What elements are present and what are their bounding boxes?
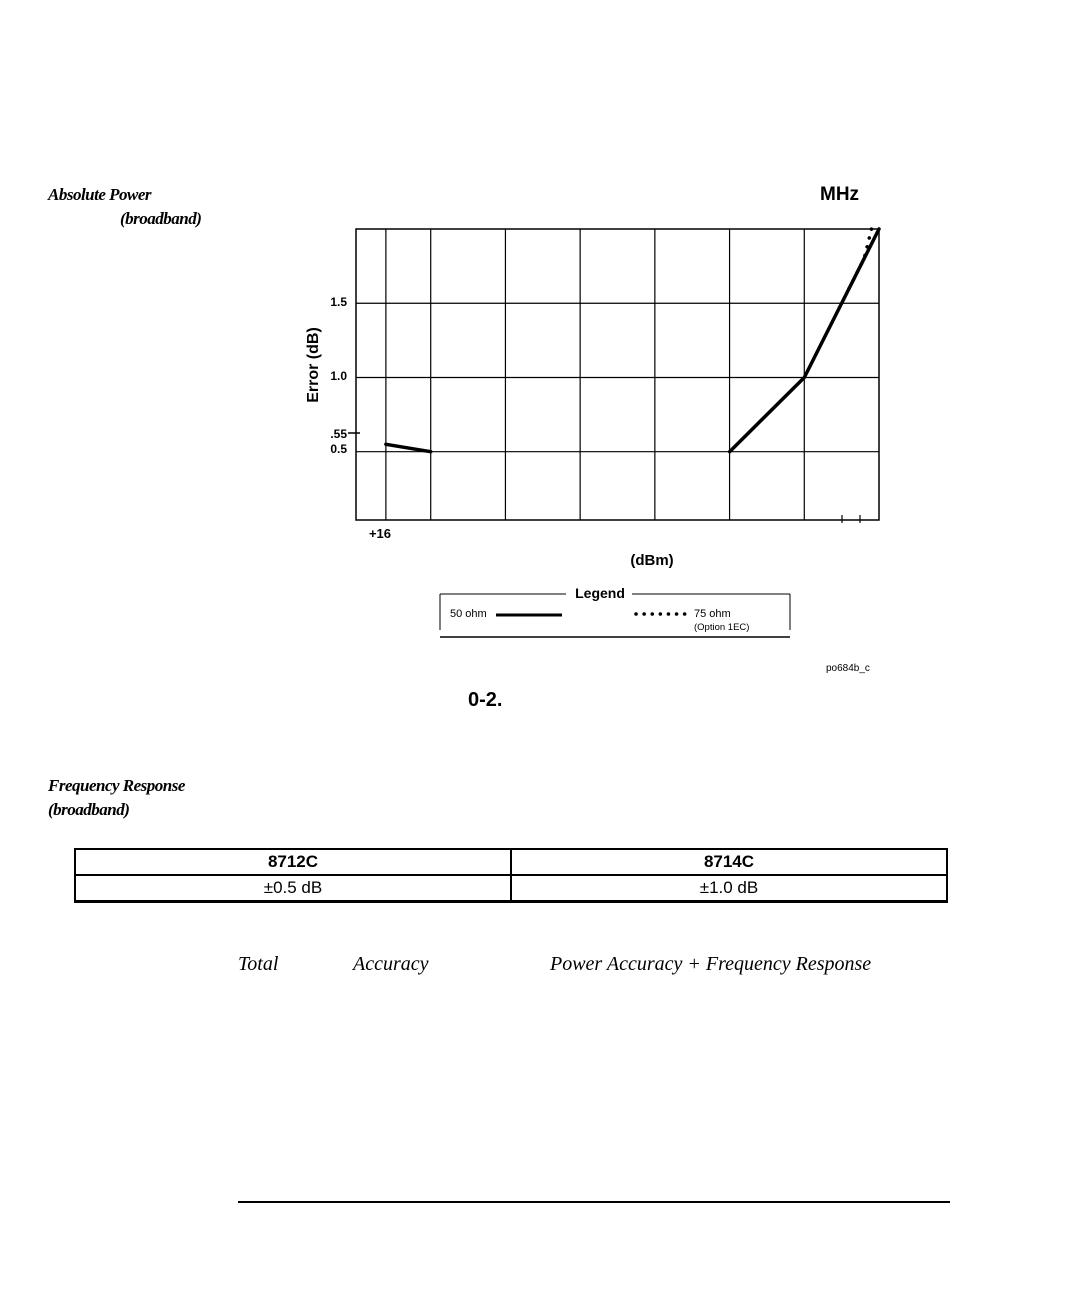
absolute-power-label: Absolute Power	[48, 185, 152, 204]
figure-header-unit: MHz	[820, 184, 860, 205]
y-tick-label: .55	[330, 427, 347, 441]
frequency-response-table	[74, 848, 948, 903]
page-footer-rule	[238, 1201, 950, 1203]
figure-caption-number: 0-2.	[468, 689, 503, 711]
legend-note-75-ohm: (Option 1EC)	[694, 622, 750, 633]
series-line-75-ohm	[849, 229, 871, 288]
legend	[440, 585, 790, 637]
figure-code: po684b_c	[826, 663, 870, 674]
formula-rhs: Power Accuracy + Frequency Response	[550, 953, 872, 975]
chart-series	[386, 229, 879, 452]
table-row	[75, 875, 947, 902]
table-header-8712c: 8712C	[75, 849, 511, 875]
legend-label-50-ohm: 50 ohm	[450, 608, 487, 620]
x-tick-label: +16	[368, 526, 392, 541]
y-tick-label: 1.5	[330, 295, 347, 309]
y-tick-label: 1.0	[330, 369, 347, 383]
formula-total: Total	[238, 953, 279, 975]
plot-frame	[356, 229, 879, 520]
y-axis-label: Error (dB)	[305, 327, 322, 403]
x-axis-label: (dBm)	[630, 552, 674, 569]
table-cell-8714c: ±1.0 dB	[511, 875, 947, 902]
table-header-row	[75, 849, 947, 875]
formula-accuracy: Accuracy	[353, 953, 429, 975]
frequency-response-sublabel: (broadband)	[48, 800, 130, 819]
series-line-50-ohm	[386, 444, 431, 451]
legend-label-75-ohm: 75 ohm	[694, 608, 731, 620]
legend-title: Legend	[575, 585, 625, 601]
chart-grid	[356, 229, 879, 520]
table-cell-8712c: ±0.5 dB	[75, 875, 511, 902]
absolute-power-sublabel: (broadband)	[120, 209, 202, 228]
table-header-8714c: 8714C	[511, 849, 947, 875]
frequency-response-label: Frequency Response	[48, 776, 185, 795]
y-tick-label: 0.5	[330, 442, 347, 456]
